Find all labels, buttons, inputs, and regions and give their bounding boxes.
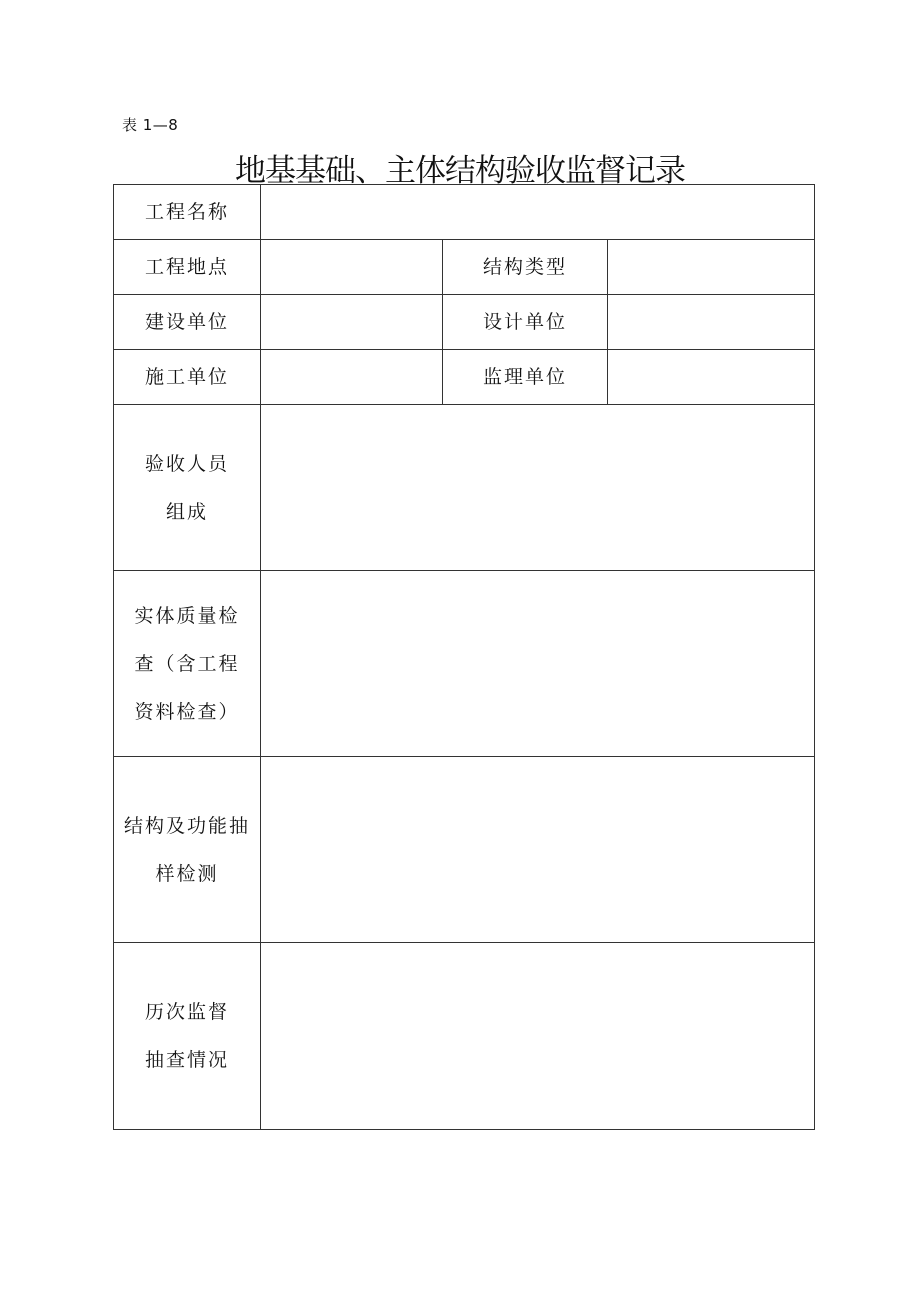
supervision-unit-field[interactable] <box>608 350 815 405</box>
table-row <box>114 943 815 1130</box>
acceptance-personnel-label: 验收人员组成 <box>114 405 261 571</box>
design-unit-label: 设计单位 <box>443 295 608 350</box>
spot-check-history-label: 历次监督抽查情况 <box>114 943 261 1130</box>
project-location-label: 工程地点 <box>114 240 261 295</box>
table-row <box>114 571 815 757</box>
table-row <box>114 757 815 943</box>
table-row <box>114 185 815 240</box>
table-row <box>114 405 815 571</box>
structure-type-label: 结构类型 <box>443 240 608 295</box>
construction-unit-label: 建设单位 <box>114 295 261 350</box>
builder-unit-field[interactable] <box>261 350 443 405</box>
structure-type-field[interactable] <box>608 240 815 295</box>
supervision-unit-label: 监理单位 <box>443 350 608 405</box>
table-row <box>114 240 815 295</box>
project-name-field[interactable] <box>261 185 815 240</box>
table-number: 表 1—8 <box>122 116 179 134</box>
table-row <box>114 295 815 350</box>
sampling-test-field[interactable] <box>261 757 815 943</box>
supervision-record-table <box>113 184 815 1130</box>
page-title: 地基基础、主体结构验收监督记录 <box>235 153 685 186</box>
builder-unit-label: 施工单位 <box>114 350 261 405</box>
construction-unit-field[interactable] <box>261 295 443 350</box>
spot-check-history-field[interactable] <box>261 943 815 1130</box>
quality-inspection-label: 实体质量检查（含工程资料检查） <box>114 571 261 757</box>
sampling-test-label: 结构及功能抽样检测 <box>114 757 261 943</box>
design-unit-field[interactable] <box>608 295 815 350</box>
project-name-label: 工程名称 <box>114 185 261 240</box>
acceptance-personnel-field[interactable] <box>261 405 815 571</box>
project-location-field[interactable] <box>261 240 443 295</box>
quality-inspection-field[interactable] <box>261 571 815 757</box>
table-row <box>114 350 815 405</box>
